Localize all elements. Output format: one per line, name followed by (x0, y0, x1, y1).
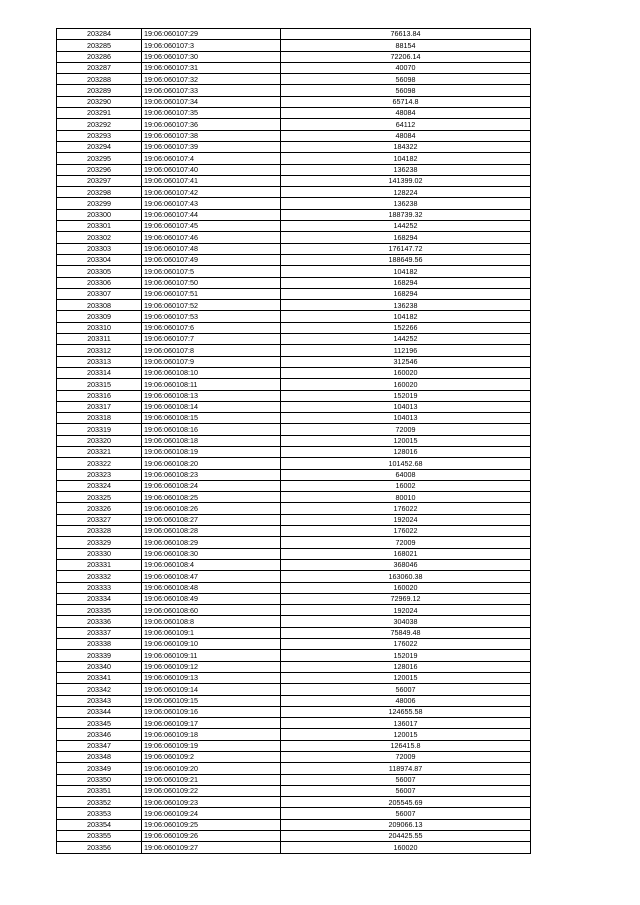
cadastral-number-cell: 19:06:060108:60 (142, 605, 281, 616)
value-cell: 144252 (281, 221, 531, 232)
value-cell: 80010 (281, 492, 531, 503)
row-id-cell: 203298 (57, 187, 142, 198)
cadastral-number-cell: 19:06:060107:50 (142, 277, 281, 288)
table-row (57, 413, 531, 424)
cadastral-number-cell: 19:06:060108:11 (142, 379, 281, 390)
cadastral-number-cell: 19:06:060108:47 (142, 571, 281, 582)
cadastral-number-cell: 19:06:060107:41 (142, 175, 281, 186)
table-body (57, 29, 531, 854)
cadastral-number-cell: 19:06:060109:1 (142, 627, 281, 638)
table-row (57, 29, 531, 40)
row-id-cell: 203342 (57, 684, 142, 695)
table-row (57, 74, 531, 85)
value-cell: 136238 (281, 300, 531, 311)
cadastral-number-cell: 19:06:060107:52 (142, 300, 281, 311)
table-row (57, 819, 531, 830)
cadastral-number-cell: 19:06:060107:7 (142, 334, 281, 345)
row-id-cell: 203332 (57, 571, 142, 582)
data-table (56, 28, 531, 854)
table-row (57, 797, 531, 808)
row-id-cell: 203347 (57, 740, 142, 751)
cadastral-number-cell: 19:06:060107:39 (142, 141, 281, 152)
cadastral-number-cell: 19:06:060109:21 (142, 774, 281, 785)
table-row (57, 639, 531, 650)
table-row (57, 672, 531, 683)
table-row (57, 605, 531, 616)
cadastral-number-cell: 19:06:060107:51 (142, 288, 281, 299)
value-cell: 104182 (281, 153, 531, 164)
row-id-cell: 203340 (57, 661, 142, 672)
value-cell: 48084 (281, 108, 531, 119)
cadastral-number-cell: 19:06:060107:31 (142, 62, 281, 73)
value-cell: 72969.12 (281, 593, 531, 604)
row-id-cell: 203308 (57, 300, 142, 311)
cadastral-number-cell: 19:06:060109:15 (142, 695, 281, 706)
cadastral-number-cell: 19:06:060108:25 (142, 492, 281, 503)
cadastral-number-cell: 19:06:060108:27 (142, 514, 281, 525)
value-cell: 128016 (281, 446, 531, 457)
cadastral-number-cell: 19:06:060109:27 (142, 842, 281, 853)
value-cell: 126415.8 (281, 740, 531, 751)
value-cell: 152019 (281, 650, 531, 661)
cadastral-number-cell: 19:06:060107:48 (142, 243, 281, 254)
cadastral-number-cell: 19:06:060107:53 (142, 311, 281, 322)
cadastral-number-cell: 19:06:060107:45 (142, 221, 281, 232)
cadastral-number-cell: 19:06:060107:6 (142, 322, 281, 333)
cadastral-number-cell: 19:06:060107:44 (142, 209, 281, 220)
row-id-cell: 203343 (57, 695, 142, 706)
table-row (57, 684, 531, 695)
value-cell: 56007 (281, 774, 531, 785)
row-id-cell: 203337 (57, 627, 142, 638)
value-cell: 64008 (281, 469, 531, 480)
value-cell: 128224 (281, 187, 531, 198)
table-row (57, 514, 531, 525)
value-cell: 152019 (281, 390, 531, 401)
table-row (57, 435, 531, 446)
value-cell: 64112 (281, 119, 531, 130)
value-cell: 136017 (281, 718, 531, 729)
table-row (57, 842, 531, 853)
cadastral-number-cell: 19:06:060108:23 (142, 469, 281, 480)
cadastral-number-cell: 19:06:060107:29 (142, 29, 281, 40)
row-id-cell: 203290 (57, 96, 142, 107)
row-id-cell: 203325 (57, 492, 142, 503)
value-cell: 75849.48 (281, 627, 531, 638)
row-id-cell: 203334 (57, 593, 142, 604)
table-row (57, 390, 531, 401)
row-id-cell: 203291 (57, 108, 142, 119)
table-row (57, 300, 531, 311)
row-id-cell: 203344 (57, 706, 142, 717)
value-cell: 168294 (281, 277, 531, 288)
table-row (57, 537, 531, 548)
table-row (57, 785, 531, 796)
cadastral-number-cell: 19:06:060107:33 (142, 85, 281, 96)
value-cell: 168021 (281, 548, 531, 559)
row-id-cell: 203351 (57, 785, 142, 796)
table-row (57, 141, 531, 152)
table-row (57, 401, 531, 412)
value-cell: 118974.87 (281, 763, 531, 774)
cadastral-number-cell: 19:06:060108:13 (142, 390, 281, 401)
row-id-cell: 203348 (57, 752, 142, 763)
value-cell: 76613.84 (281, 29, 531, 40)
value-cell: 72206.14 (281, 51, 531, 62)
table-row (57, 356, 531, 367)
row-id-cell: 203331 (57, 559, 142, 570)
value-cell: 163060.38 (281, 571, 531, 582)
row-id-cell: 203318 (57, 413, 142, 424)
value-cell: 128016 (281, 661, 531, 672)
value-cell: 192024 (281, 514, 531, 525)
value-cell: 160020 (281, 379, 531, 390)
cadastral-number-cell: 19:06:060108:26 (142, 503, 281, 514)
cadastral-number-cell: 19:06:060107:38 (142, 130, 281, 141)
row-id-cell: 203286 (57, 51, 142, 62)
cadastral-number-cell: 19:06:060107:3 (142, 40, 281, 51)
row-id-cell: 203293 (57, 130, 142, 141)
value-cell: 104182 (281, 311, 531, 322)
row-id-cell: 203355 (57, 831, 142, 842)
row-id-cell: 203307 (57, 288, 142, 299)
cadastral-number-cell: 19:06:060108:28 (142, 526, 281, 537)
cadastral-number-cell: 19:06:060107:4 (142, 153, 281, 164)
table-row (57, 96, 531, 107)
table-row (57, 164, 531, 175)
value-cell: 160020 (281, 367, 531, 378)
row-id-cell: 203327 (57, 514, 142, 525)
table-row (57, 266, 531, 277)
value-cell: 104013 (281, 413, 531, 424)
table-row (57, 752, 531, 763)
table-row (57, 62, 531, 73)
cadastral-number-cell: 19:06:060109:11 (142, 650, 281, 661)
row-id-cell: 203345 (57, 718, 142, 729)
table-row (57, 480, 531, 491)
row-id-cell: 203299 (57, 198, 142, 209)
table-row (57, 831, 531, 842)
cadastral-number-cell: 19:06:060108:48 (142, 582, 281, 593)
value-cell: 176147.72 (281, 243, 531, 254)
table-row (57, 729, 531, 740)
cadastral-number-cell: 19:06:060109:23 (142, 797, 281, 808)
row-id-cell: 203287 (57, 62, 142, 73)
cadastral-number-cell: 19:06:060107:35 (142, 108, 281, 119)
value-cell: 160020 (281, 842, 531, 853)
cadastral-number-cell: 19:06:060108:19 (142, 446, 281, 457)
table-row (57, 424, 531, 435)
value-cell: 176022 (281, 639, 531, 650)
row-id-cell: 203341 (57, 672, 142, 683)
table-row (57, 108, 531, 119)
row-id-cell: 203301 (57, 221, 142, 232)
cadastral-number-cell: 19:06:060107:42 (142, 187, 281, 198)
row-id-cell: 203284 (57, 29, 142, 40)
table-row (57, 582, 531, 593)
table-row (57, 763, 531, 774)
table-row (57, 379, 531, 390)
table-row (57, 85, 531, 96)
value-cell: 120015 (281, 672, 531, 683)
table-row (57, 334, 531, 345)
row-id-cell: 203353 (57, 808, 142, 819)
value-cell: 192024 (281, 605, 531, 616)
value-cell: 168294 (281, 232, 531, 243)
value-cell: 312546 (281, 356, 531, 367)
table-row (57, 243, 531, 254)
value-cell: 205545.69 (281, 797, 531, 808)
value-cell: 16002 (281, 480, 531, 491)
row-id-cell: 203306 (57, 277, 142, 288)
table-row (57, 175, 531, 186)
table-row (57, 503, 531, 514)
row-id-cell: 203289 (57, 85, 142, 96)
row-id-cell: 203330 (57, 548, 142, 559)
table-row (57, 51, 531, 62)
cadastral-number-cell: 19:06:060107:46 (142, 232, 281, 243)
row-id-cell: 203294 (57, 141, 142, 152)
table-row (57, 153, 531, 164)
table-row (57, 695, 531, 706)
row-id-cell: 203328 (57, 526, 142, 537)
value-cell: 136238 (281, 198, 531, 209)
table-row (57, 808, 531, 819)
value-cell: 65714.8 (281, 96, 531, 107)
table-row (57, 322, 531, 333)
value-cell: 72009 (281, 752, 531, 763)
row-id-cell: 203333 (57, 582, 142, 593)
cadastral-number-cell: 19:06:060109:2 (142, 752, 281, 763)
table-row (57, 526, 531, 537)
cadastral-number-cell: 19:06:060109:19 (142, 740, 281, 751)
value-cell: 104013 (281, 401, 531, 412)
table-row (57, 492, 531, 503)
cadastral-number-cell: 19:06:060108:15 (142, 413, 281, 424)
cadastral-number-cell: 19:06:060108:4 (142, 559, 281, 570)
row-id-cell: 203319 (57, 424, 142, 435)
cadastral-number-cell: 19:06:060107:8 (142, 345, 281, 356)
value-cell: 48006 (281, 695, 531, 706)
value-cell: 120015 (281, 729, 531, 740)
cadastral-number-cell: 19:06:060109:22 (142, 785, 281, 796)
value-cell: 188739.32 (281, 209, 531, 220)
table-row (57, 571, 531, 582)
row-id-cell: 203311 (57, 334, 142, 345)
row-id-cell: 203313 (57, 356, 142, 367)
cadastral-number-cell: 19:06:060108:24 (142, 480, 281, 491)
row-id-cell: 203336 (57, 616, 142, 627)
row-id-cell: 203349 (57, 763, 142, 774)
value-cell: 72009 (281, 424, 531, 435)
value-cell: 112196 (281, 345, 531, 356)
cadastral-number-cell: 19:06:060108:18 (142, 435, 281, 446)
value-cell: 144252 (281, 334, 531, 345)
cadastral-number-cell: 19:06:060108:49 (142, 593, 281, 604)
table-row (57, 627, 531, 638)
cadastral-number-cell: 19:06:060108:29 (142, 537, 281, 548)
cadastral-number-cell: 19:06:060109:20 (142, 763, 281, 774)
value-cell: 152266 (281, 322, 531, 333)
value-cell: 56098 (281, 85, 531, 96)
row-id-cell: 203295 (57, 153, 142, 164)
value-cell: 101452.68 (281, 458, 531, 469)
value-cell: 120015 (281, 435, 531, 446)
value-cell: 368046 (281, 559, 531, 570)
value-cell: 56007 (281, 785, 531, 796)
cadastral-number-cell: 19:06:060109:16 (142, 706, 281, 717)
value-cell: 176022 (281, 503, 531, 514)
cadastral-number-cell: 19:06:060107:34 (142, 96, 281, 107)
cadastral-number-cell: 19:06:060107:32 (142, 74, 281, 85)
row-id-cell: 203303 (57, 243, 142, 254)
row-id-cell: 203326 (57, 503, 142, 514)
row-id-cell: 203350 (57, 774, 142, 785)
row-id-cell: 203339 (57, 650, 142, 661)
row-id-cell: 203323 (57, 469, 142, 480)
value-cell: 204425.55 (281, 831, 531, 842)
cadastral-number-cell: 19:06:060109:26 (142, 831, 281, 842)
table-row (57, 254, 531, 265)
row-id-cell: 203324 (57, 480, 142, 491)
cadastral-number-cell: 19:06:060109:17 (142, 718, 281, 729)
value-cell: 184322 (281, 141, 531, 152)
table-row (57, 130, 531, 141)
table-row (57, 718, 531, 729)
table-row (57, 774, 531, 785)
cadastral-number-cell: 19:06:060109:14 (142, 684, 281, 695)
table-row (57, 650, 531, 661)
value-cell: 124655.58 (281, 706, 531, 717)
table-row (57, 40, 531, 51)
cadastral-number-cell: 19:06:060109:24 (142, 808, 281, 819)
row-id-cell: 203300 (57, 209, 142, 220)
row-id-cell: 203285 (57, 40, 142, 51)
row-id-cell: 203352 (57, 797, 142, 808)
row-id-cell: 203320 (57, 435, 142, 446)
cadastral-number-cell: 19:06:060109:12 (142, 661, 281, 672)
table-row (57, 469, 531, 480)
value-cell: 104182 (281, 266, 531, 277)
cadastral-number-cell: 19:06:060107:30 (142, 51, 281, 62)
cadastral-number-cell: 19:06:060108:30 (142, 548, 281, 559)
row-id-cell: 203304 (57, 254, 142, 265)
table-row (57, 706, 531, 717)
row-id-cell: 203305 (57, 266, 142, 277)
table-row (57, 119, 531, 130)
row-id-cell: 203329 (57, 537, 142, 548)
table-row (57, 446, 531, 457)
table-row (57, 559, 531, 570)
row-id-cell: 203317 (57, 401, 142, 412)
table-row (57, 311, 531, 322)
cadastral-number-cell: 19:06:060107:49 (142, 254, 281, 265)
value-cell: 160020 (281, 582, 531, 593)
cadastral-number-cell: 19:06:060109:18 (142, 729, 281, 740)
table-row (57, 593, 531, 604)
value-cell: 72009 (281, 537, 531, 548)
row-id-cell: 203335 (57, 605, 142, 616)
table-row (57, 740, 531, 751)
value-cell: 141399.02 (281, 175, 531, 186)
row-id-cell: 203297 (57, 175, 142, 186)
value-cell: 304038 (281, 616, 531, 627)
row-id-cell: 203314 (57, 367, 142, 378)
cadastral-number-cell: 19:06:060109:10 (142, 639, 281, 650)
cadastral-number-cell: 19:06:060107:5 (142, 266, 281, 277)
row-id-cell: 203292 (57, 119, 142, 130)
value-cell: 56007 (281, 808, 531, 819)
table-row (57, 616, 531, 627)
cadastral-number-cell: 19:06:060107:40 (142, 164, 281, 175)
row-id-cell: 203312 (57, 345, 142, 356)
cadastral-number-cell: 19:06:060109:13 (142, 672, 281, 683)
row-id-cell: 203321 (57, 446, 142, 457)
value-cell: 40070 (281, 62, 531, 73)
row-id-cell: 203310 (57, 322, 142, 333)
row-id-cell: 203309 (57, 311, 142, 322)
table-row (57, 277, 531, 288)
row-id-cell: 203356 (57, 842, 142, 853)
table-row (57, 209, 531, 220)
row-id-cell: 203302 (57, 232, 142, 243)
row-id-cell: 203322 (57, 458, 142, 469)
row-id-cell: 203315 (57, 379, 142, 390)
cadastral-number-cell: 19:06:060108:14 (142, 401, 281, 412)
value-cell: 176022 (281, 526, 531, 537)
cadastral-number-cell: 19:06:060107:36 (142, 119, 281, 130)
cadastral-number-cell: 19:06:060107:43 (142, 198, 281, 209)
row-id-cell: 203354 (57, 819, 142, 830)
row-id-cell: 203316 (57, 390, 142, 401)
cadastral-number-cell: 19:06:060108:16 (142, 424, 281, 435)
cadastral-number-cell: 19:06:060109:25 (142, 819, 281, 830)
table-row (57, 221, 531, 232)
value-cell: 209066.13 (281, 819, 531, 830)
table-row (57, 661, 531, 672)
row-id-cell: 203288 (57, 74, 142, 85)
value-cell: 56007 (281, 684, 531, 695)
table-row (57, 458, 531, 469)
cadastral-number-cell: 19:06:060108:8 (142, 616, 281, 627)
value-cell: 136238 (281, 164, 531, 175)
value-cell: 56098 (281, 74, 531, 85)
table-row (57, 345, 531, 356)
value-cell: 88154 (281, 40, 531, 51)
value-cell: 168294 (281, 288, 531, 299)
value-cell: 48084 (281, 130, 531, 141)
table-row (57, 198, 531, 209)
value-cell: 188649.56 (281, 254, 531, 265)
cadastral-number-cell: 19:06:060108:20 (142, 458, 281, 469)
row-id-cell: 203346 (57, 729, 142, 740)
table-row (57, 548, 531, 559)
table-row (57, 232, 531, 243)
row-id-cell: 203338 (57, 639, 142, 650)
table-row (57, 187, 531, 198)
cadastral-number-cell: 19:06:060108:10 (142, 367, 281, 378)
table-row (57, 288, 531, 299)
table-row (57, 367, 531, 378)
cadastral-number-cell: 19:06:060107:9 (142, 356, 281, 367)
row-id-cell: 203296 (57, 164, 142, 175)
